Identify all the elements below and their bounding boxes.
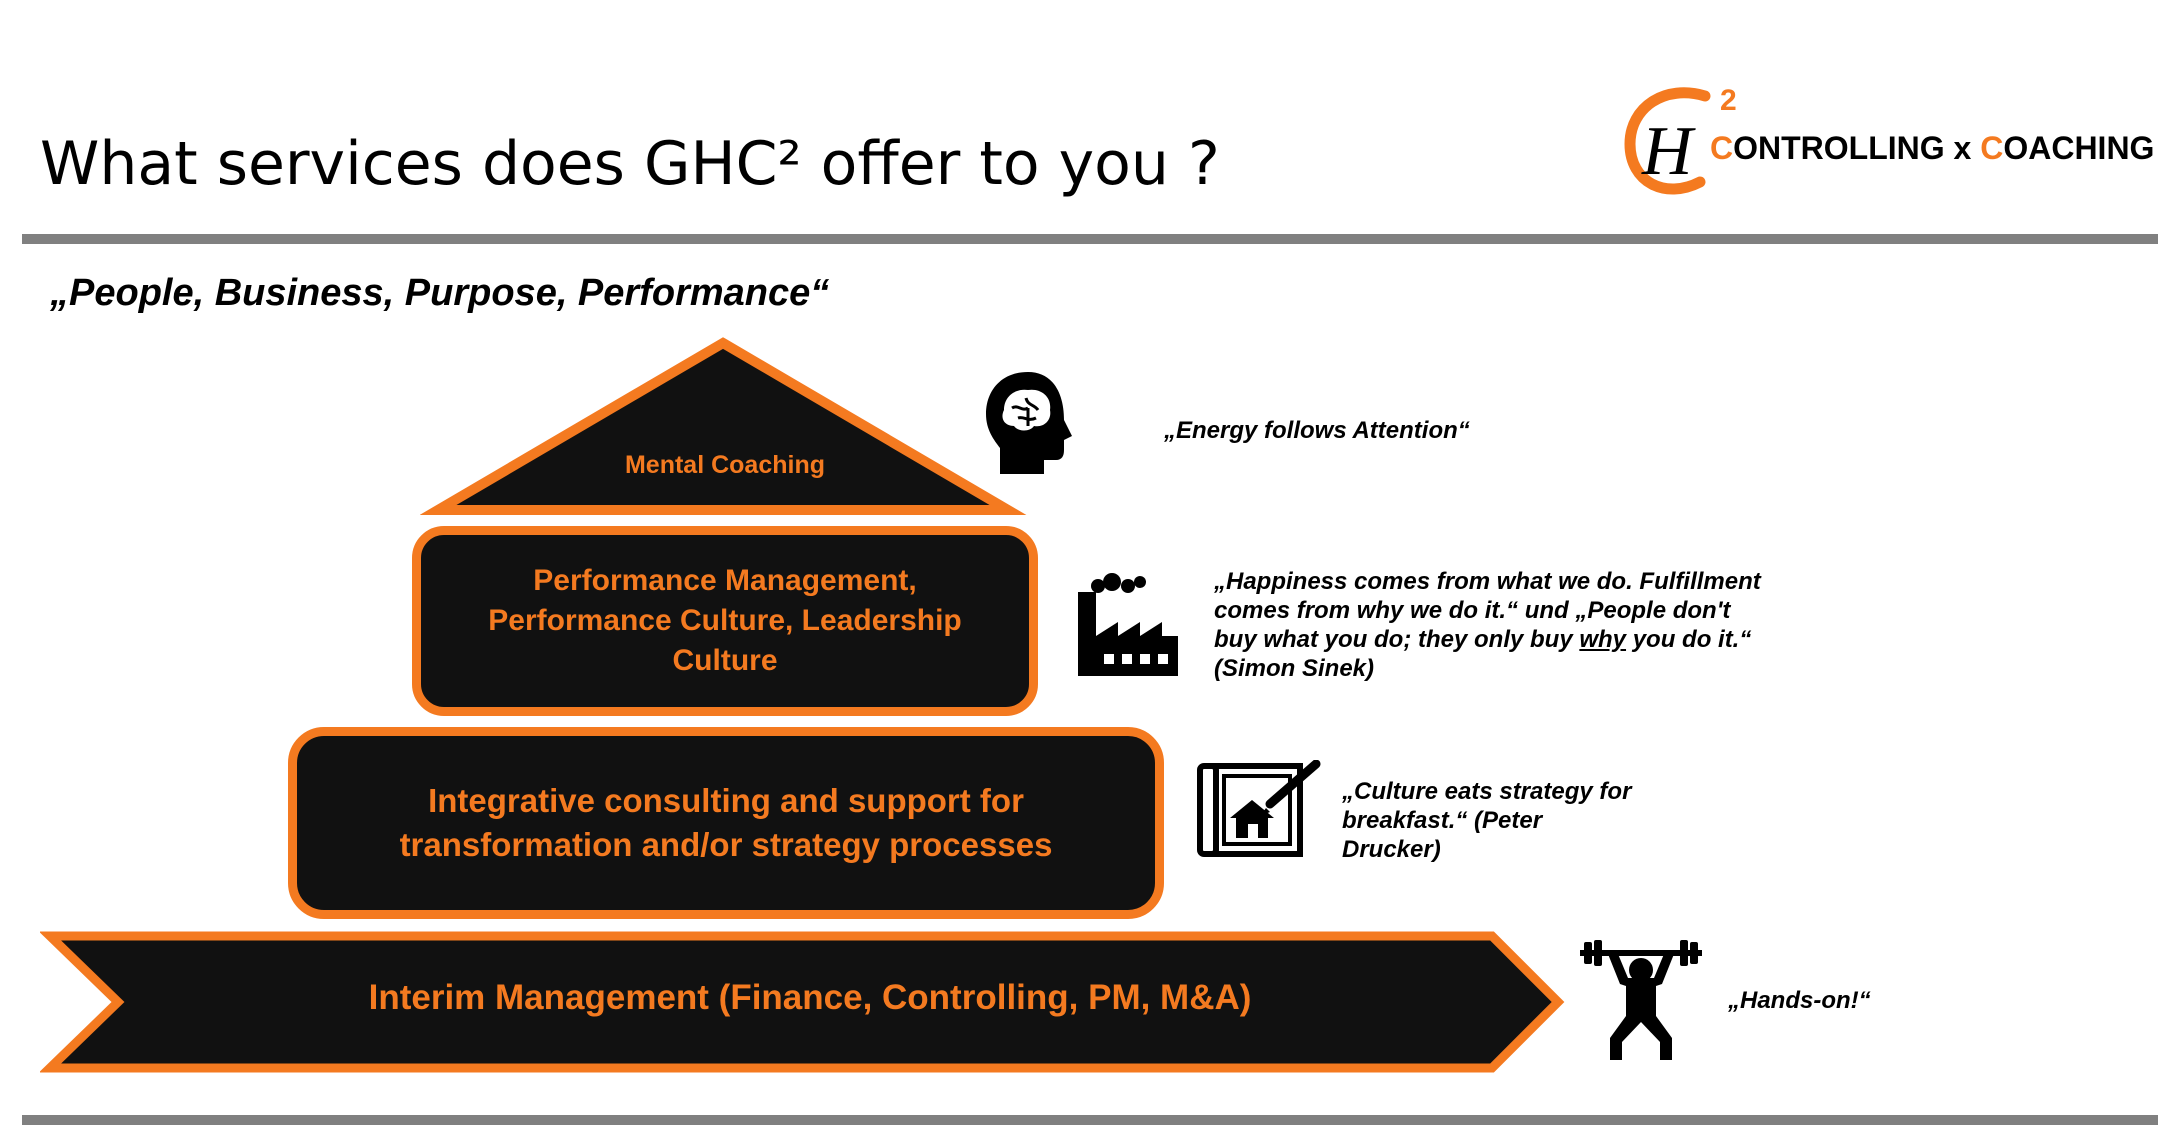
logo-separator: x: [1944, 130, 1981, 166]
pyramid-roof: [420, 330, 1040, 520]
company-logo: [1620, 82, 2155, 200]
quote-line: „Happiness comes from what we do. Fulfillment: [1214, 568, 1761, 595]
roof-label: Mental Coaching: [624, 451, 825, 479]
quote-line: „Culture eats strategy for: [1342, 778, 1632, 805]
logo-word: OACHING: [2003, 130, 2155, 166]
quote-line: comes from why we do it.“ und „People don't: [1214, 597, 1731, 624]
quote-fragment: you do it.“: [1626, 626, 1752, 653]
quote-line: Drucker): [1342, 836, 1441, 863]
pyramid-level-consulting: [288, 727, 1164, 919]
quote-drucker: [1342, 777, 1631, 864]
quote-line: breakfast.“ (Peter: [1342, 807, 1543, 834]
factory-icon: [1074, 572, 1182, 678]
logo-word: ONTROLLING: [1733, 130, 1945, 166]
pyramid-level-performance: [412, 526, 1038, 716]
quote-line: (Simon Sinek): [1214, 655, 1375, 682]
brain-head-icon: [982, 368, 1074, 478]
weightlifter-icon: [1576, 940, 1706, 1062]
base-label: Interim Management (Finance, Controlling, PM, M&A): [368, 978, 1252, 1017]
quote-fragment: buy what you do; they only buy: [1214, 626, 1580, 653]
quote-line: [1214, 625, 1761, 654]
level-label: Performance Management, Performance Culture, Leadership Culture: [488, 564, 962, 677]
blueprint-icon: [1196, 760, 1324, 860]
logo-wordmark: [1710, 130, 2154, 167]
page-title: What services does GHC² offer to you ?: [40, 129, 1220, 199]
quote-sinek: [1214, 567, 1761, 683]
tagline: „People, Business, Purpose, Performance“: [50, 272, 830, 314]
svg-text:2: 2: [1720, 84, 1737, 117]
footer-divider: [22, 1115, 2158, 1125]
quote-emphasis: why: [1579, 626, 1627, 653]
quote-mental: „Energy follows Attention“: [1164, 417, 1470, 444]
svg-text:H: H: [1642, 113, 1693, 190]
header-divider: [22, 234, 2158, 244]
quote-hands-on: „Hands-on!“: [1728, 987, 1871, 1014]
logo-initial: C: [1710, 130, 1734, 166]
logo-initial: C: [1980, 130, 2004, 166]
level-label: Integrative consulting and support for transformation and/or strategy processes: [399, 782, 1053, 863]
